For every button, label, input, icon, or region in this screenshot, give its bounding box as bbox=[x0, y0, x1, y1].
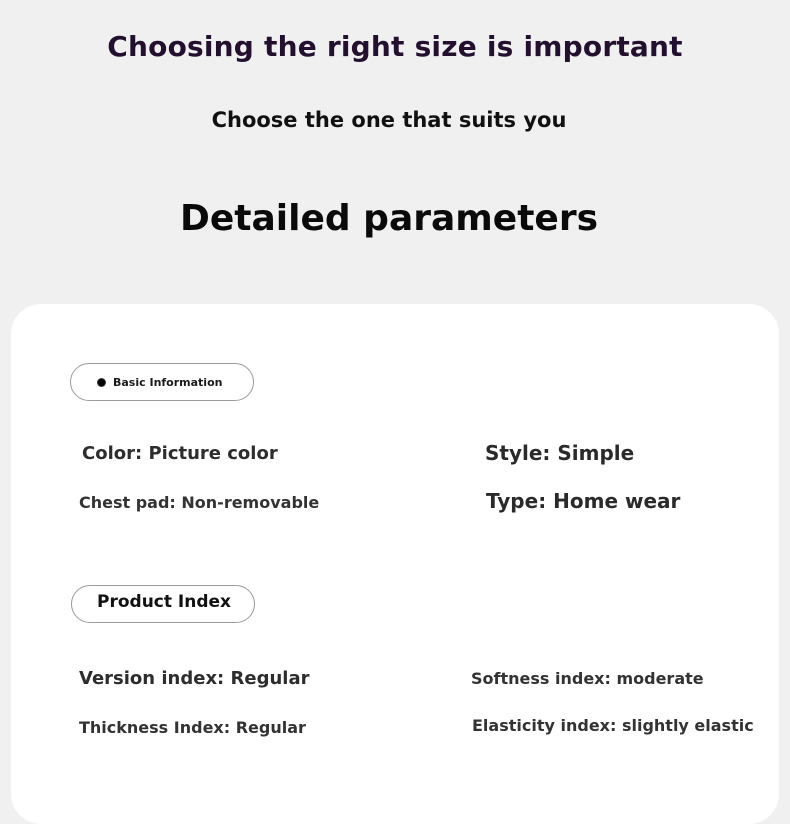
basic-information-badge bbox=[70, 363, 254, 401]
param-color: Color: Picture color bbox=[82, 443, 278, 464]
param-elasticity-index: Elasticity index: slightly elastic bbox=[472, 716, 754, 735]
product-index-badge bbox=[71, 585, 255, 623]
basic-information-label: Basic Information bbox=[113, 375, 223, 389]
param-version-index: Version index: Regular bbox=[79, 668, 310, 689]
page-title: Choosing the right size is important bbox=[107, 30, 683, 63]
param-style: Style: Simple bbox=[485, 441, 635, 465]
param-softness-index: Softness index: moderate bbox=[471, 669, 704, 688]
page-subtitle: Choose the one that suits you bbox=[211, 108, 567, 132]
param-type: Type: Home wear bbox=[486, 489, 681, 513]
bullet-dot-icon bbox=[97, 378, 106, 387]
param-chest-pad: Chest pad: Non-removable bbox=[79, 493, 320, 512]
param-thickness-index: Thickness Index: Regular bbox=[79, 718, 306, 737]
product-index-label: Product Index bbox=[97, 592, 232, 612]
section-heading: Detailed parameters bbox=[179, 198, 599, 239]
parameters-card bbox=[11, 304, 779, 824]
